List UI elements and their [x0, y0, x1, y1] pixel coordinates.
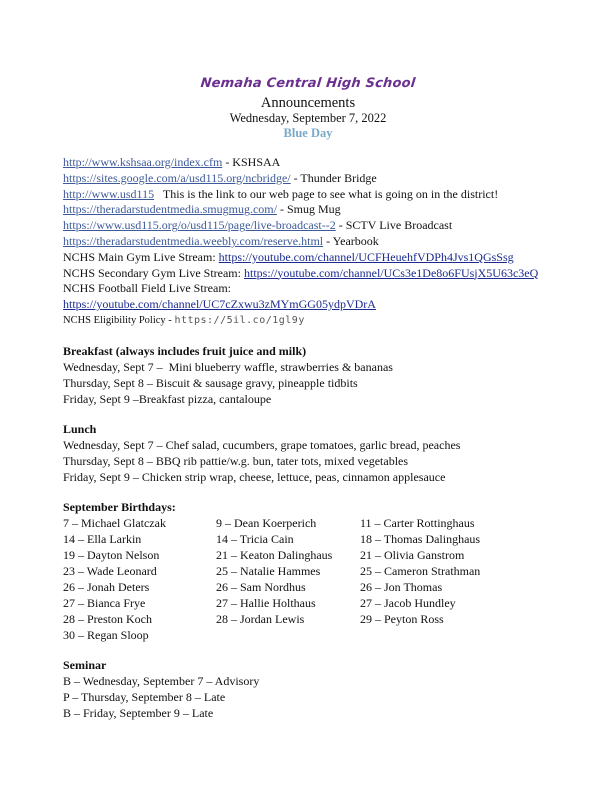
list-item: P – Thursday, September 8 – Late: [63, 689, 226, 704]
birthday-entry: 26 – Sam Nordhus: [216, 579, 306, 594]
list-item: B – Friday, September 9 – Late: [63, 705, 214, 720]
link-row: [63, 187, 583, 203]
birthday-entry: 28 – Jordan Lewis: [216, 611, 305, 626]
birthday-entry: 29 – Peyton Ross: [360, 611, 444, 626]
link-row: [63, 155, 583, 171]
links-list: [63, 155, 583, 329]
stream-row: [63, 297, 583, 313]
birthday-entry: 23 – Wade Leonard: [63, 563, 157, 578]
birthday-entry: 18 – Thomas Dalinghaus: [360, 531, 481, 546]
birthdays-grid: [63, 515, 583, 643]
list-item: Friday, Sept 9 – Chicken strip wrap, cheese, lettuce, peas, cinnamon applesauce: [63, 469, 446, 484]
birthday-entry: 19 – Dayton Nelson: [63, 547, 160, 562]
list-item: Thursday, Sept 8 – Biscuit & sausage gravy, pineapple tidbits: [63, 375, 358, 390]
link-row: [63, 171, 583, 187]
eligibility-link[interactable]: https://5il.co/1gl9y: [174, 314, 305, 326]
breakfast-heading: Breakfast (always includes fruit juice and milk): [63, 343, 307, 358]
secondary-gym-stream-link[interactable]: https://youtube.com/channel/UCs3e1De8o6FUsjX5U63c3eQ: [243, 265, 539, 280]
link-row: [63, 202, 583, 218]
link-desc: - Yearbook: [323, 233, 379, 248]
birthday-entry: 7 – Michael Glatczak: [63, 515, 166, 530]
birthday-entry: 25 – Natalie Hammes: [216, 563, 321, 578]
stream-label: NCHS Secondary Gym Live Stream:: [63, 265, 244, 280]
eligibility-row: [63, 313, 583, 329]
yearbook-link[interactable]: https://theradarstudentmedia.weebly.com/reserve.html: [63, 233, 324, 248]
thunder-bridge-link[interactable]: https://sites.google.com/a/usd115.org/ncbridge/: [63, 170, 291, 185]
birthday-entry: 14 – Tricia Cain: [216, 531, 294, 546]
list-item: Wednesday, Sept 7 – Mini blueberry waffle, strawberries & bananas: [63, 359, 393, 374]
football-stream-link[interactable]: https://youtube.com/channel/UC7cZxwu3zMYmGG05ydpVDrA: [63, 297, 376, 312]
birthday-entry: 11 – Carter Rottinghaus: [360, 515, 475, 530]
page-title: Announcements: [260, 95, 356, 111]
birthday-entry: 25 – Cameron Strathman: [360, 563, 481, 578]
lunch-heading: Lunch: [63, 421, 97, 436]
list-item: Wednesday, Sept 7 – Chef salad, cucumbers, grape tomatoes, garlic bread, peaches: [63, 437, 461, 452]
sctv-link[interactable]: https://www.usd115.org/o/usd115/page/live-broadcast--2: [63, 218, 336, 233]
date: Wednesday, September 7, 2022: [229, 111, 387, 125]
list-item: B – Wednesday, September 7 – Advisory: [63, 673, 260, 688]
birthday-entry: 14 – Ella Larkin: [63, 531, 142, 546]
main-gym-stream-link[interactable]: https://youtube.com/channel/UCFHeuehfVDPh4Jvs1QGsSsg: [218, 249, 514, 264]
birthday-entry: 26 – Jon Thomas: [360, 579, 443, 594]
kshsaa-link[interactable]: http://www.kshsaa.org/index.cfm: [63, 155, 223, 169]
district-link[interactable]: http://www.usd115: [63, 186, 155, 201]
seminar-section: [63, 657, 583, 721]
stream-row: [63, 266, 583, 282]
stream-row: [63, 281, 583, 297]
link-desc: - Thunder Bridge: [290, 170, 377, 185]
birthday-entry: 9 – Dean Koerperich: [216, 515, 317, 530]
birthdays-section: [63, 499, 583, 643]
link-row: [63, 234, 583, 250]
day-label: Blue Day: [283, 126, 333, 140]
birthday-entry: 21 – Olivia Ganstrom: [360, 547, 465, 562]
seminar-heading: Seminar: [63, 657, 107, 672]
stream-label: NCHS Main Gym Live Stream:: [63, 249, 219, 264]
stream-label: NCHS Football Field Live Stream:: [63, 281, 231, 296]
birthday-entry: 27 – Hallie Holthaus: [216, 595, 316, 610]
link-desc: - SCTV Live Broadcast: [335, 218, 453, 233]
announcement-page: [63, 76, 583, 721]
birthday-entry: 26 – Jonah Deters: [63, 579, 150, 594]
list-item: Friday, Sept 9 –Breakfast pizza, cantaloupe: [63, 391, 272, 406]
birthday-entry: 27 – Jacob Hundley: [360, 595, 456, 610]
link-desc: - Smug Mug: [276, 202, 341, 217]
link-desc: This is the link to our web page to see what is going on in the district!: [154, 186, 499, 201]
list-item: Thursday, Sept 8 – BBQ rib pattie/w.g. bun, tater tots, mixed vegetables: [63, 453, 409, 468]
link-row: [63, 218, 583, 234]
lunch-section: [63, 421, 583, 485]
school-name: Nemaha Central High School: [199, 76, 417, 91]
birthday-entry: 28 – Preston Koch: [63, 611, 152, 626]
smugmug-link[interactable]: https://theradarstudentmedia.smugmug.com/: [63, 202, 277, 217]
birthday-entry: 21 – Keaton Dalinghaus: [216, 547, 333, 562]
birthday-entry: 27 – Bianca Frye: [63, 595, 146, 610]
birthday-entry: 30 – Regan Sloop: [63, 627, 149, 642]
stream-row: [63, 250, 583, 266]
breakfast-section: [63, 343, 583, 407]
eligibility-label: NCHS Eligibility Policy -: [63, 314, 175, 326]
birthdays-heading: September Birthdays:: [63, 499, 176, 514]
link-desc: - KSHSAA: [222, 155, 281, 169]
